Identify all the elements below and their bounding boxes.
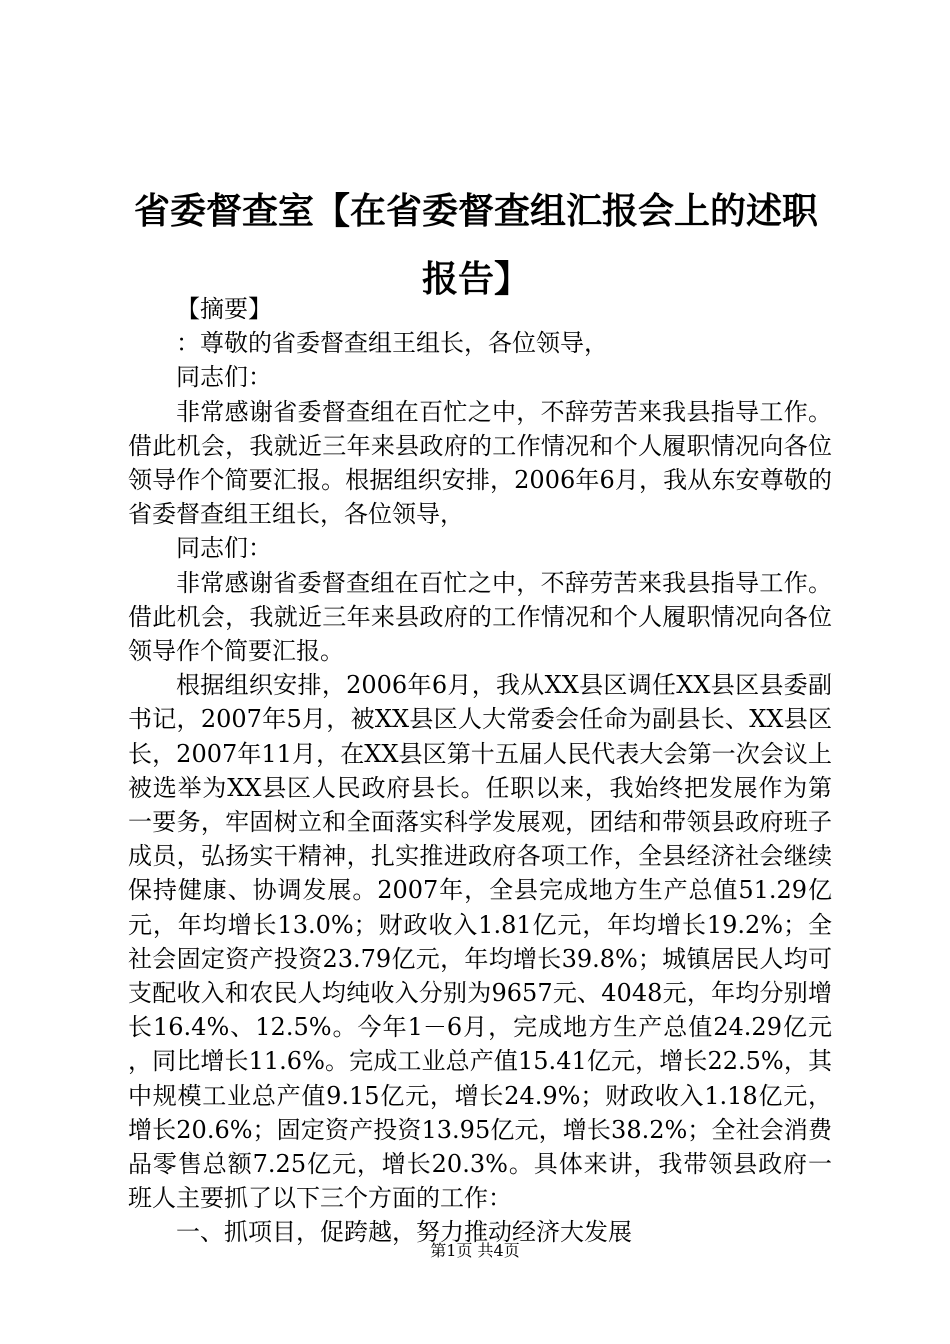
abstract-heading: 【摘要】 (176, 295, 272, 323)
document-title: 省委督查室【在省委督查组汇报会上的述职报告】 (133, 191, 818, 300)
salutation-comrades: 同志们： (176, 363, 272, 392)
page-number: 第1页 共4页 (430, 1241, 520, 1260)
body-paragraph: 根据组织安排，2006年6月，我从XX县区调任XX县区县委副书记，2007年5月，被XX县区人大常委会任命为副县长、XX县区长，2007年11月，在XX县区第十五届人民代表大会第一次会议上被选举为XX县区人民政府县长。任职以来，我始终把发展作为第一要务，牢固树立和全面落实科学发展观，团结和带领县政府班子成员，弘扬实干精神，扎实推进政府各项工作，全县经济社会继续保持健康、协调发展。2007年，全县完成地方生产总值51.29亿元，年均增长13.0%；财政收入1.81亿元，年均增长19.2%；全社会固定资产投资23.79亿元，年均增长39.8%；城镇居民人均可支配收入和农民人均纯收入分别为9657元、4048元，年均分别增长16.4%、12.5%。今年1－6月，完成地方生产总值24.29亿元，同比增长11.6%。完成工业总产值15.41亿元，增长22.5%，其中规模工业总产值9.15亿元，增长24.9%；财政收入1.18亿元，增长20.6%；固定资产投资13.95亿元，增长38.2%；全社会消费品零售总额7.25亿元，增长20.3%。具体来讲，我带领县政府一班人主要抓了以下三个方面的工作： (128, 671, 832, 1213)
section-heading: 一、抓项目，促跨越，努力推动经济大发展 (176, 1218, 632, 1247)
salutation-line: ：尊敬的省委督查组王组长，各位领导， (176, 329, 608, 358)
body-paragraph: 非常感谢省委督查组在百忙之中，不辞劳苦来我县指导工作。借此机会，我就近三年来县政府的工作情况和个人履职情况向各位领导作个简要汇报。 (128, 568, 832, 666)
document-body (128, 292, 832, 1250)
salutation-comrades-repeat: 同志们： (176, 534, 272, 563)
body-paragraph: 非常感谢省委督查组在百忙之中，不辞劳苦来我县指导工作。借此机会，我就近三年来县政府的工作情况和个人履职情况向各位领导作个简要汇报。根据组织安排，2006年6月，我从东安尊敬的省委督查组王组长，各位领导， (128, 397, 832, 529)
